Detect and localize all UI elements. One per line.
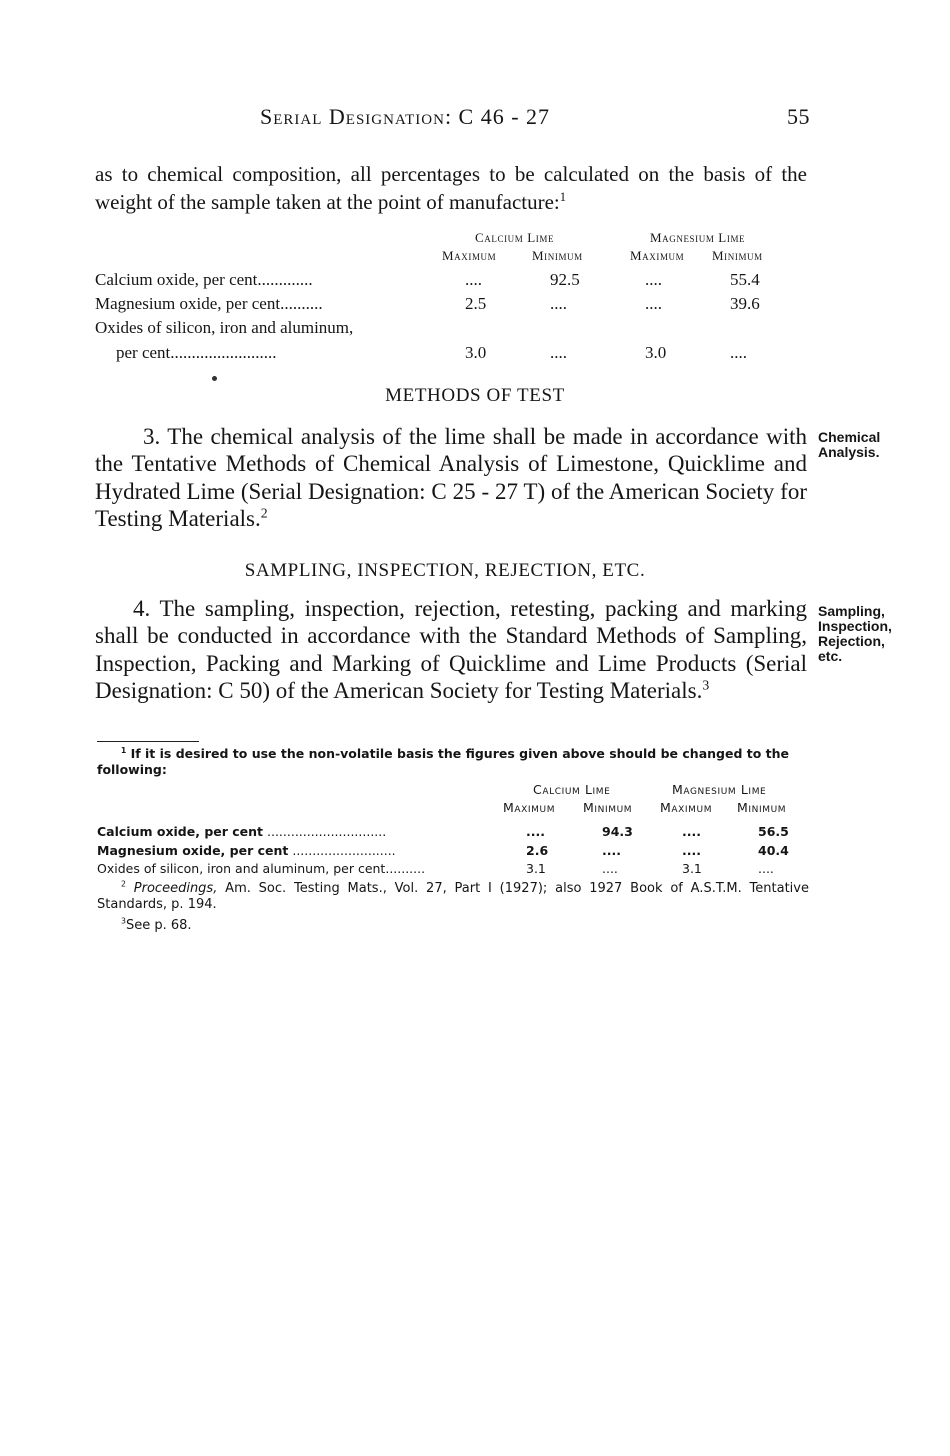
- fn-row-calcium-oxide-mg-max: ....: [682, 824, 701, 839]
- fn-subheader-mg-max: Maximum: [660, 800, 713, 815]
- fn-row-magnesium-oxide-ca-max: 2.6: [526, 843, 549, 858]
- fn-subheader-ca-max: Maximum: [503, 800, 556, 815]
- row-oxides-ca-max: 3.0: [465, 343, 487, 362]
- subheader-magnesium-maximum: Maximum: [630, 248, 685, 263]
- row-calcium-oxide-label: Calcium oxide, per cent.............: [95, 270, 313, 289]
- fn-row-magnesium-oxide-mg-min: 40.4: [758, 843, 789, 858]
- fn-row-oxides-ca-min: ....: [602, 861, 618, 876]
- footnote-ref-3: 3: [702, 677, 710, 693]
- serial-designation-title: Serial Designation: C 46 - 27: [260, 104, 551, 129]
- subheader-calcium-minimum: Minimum: [532, 248, 583, 263]
- row-magnesium-oxide-ca-max: 2.5: [465, 294, 487, 313]
- row-oxides-mg-max: 3.0: [645, 343, 667, 362]
- footnote-ref-2: 2: [260, 505, 268, 521]
- footnote-3: $^3$See p. 68.: [121, 916, 192, 933]
- fn-row-calcium-oxide-mg-min: 56.5: [758, 824, 789, 839]
- row-calcium-oxide-ca-max: ....: [465, 270, 482, 289]
- margin-note-sampling: Sampling, Inspection, Rejection, etc.: [818, 603, 892, 664]
- sampling-paragraph-number: 4.: [133, 596, 151, 621]
- fn-row-oxides-mg-min: ....: [758, 861, 774, 876]
- row-calcium-oxide-mg-min: 55.4: [730, 270, 760, 289]
- fn-row-calcium-oxide-ca-min: 94.3: [602, 824, 633, 839]
- fn-row-magnesium-oxide-mg-max: ....: [682, 843, 701, 858]
- methods-paragraph-number: 3.: [143, 424, 161, 449]
- header-calcium-lime: Calcium Lime: [475, 230, 555, 245]
- subheader-magnesium-minimum: Minimum: [712, 248, 763, 263]
- fn-row-magnesium-oxide-label: Magnesium oxide, per cent ..........................: [97, 843, 396, 858]
- intro-text: as to chemical composition, all percentages to be calculated on the basis of the weight of the sample taken at the point of manufacture:: [95, 162, 807, 214]
- row-calcium-oxide-ca-min: 92.5: [550, 270, 580, 289]
- row-oxides-label: Oxides of silicon, iron and aluminum,: [95, 318, 354, 337]
- fn-row-magnesium-oxide-ca-min: ....: [602, 843, 621, 858]
- row-oxides-ca-min: ....: [550, 343, 567, 362]
- row-oxides-label-cont: per cent.........................: [116, 343, 277, 362]
- row-magnesium-oxide-label: Magnesium oxide, per cent..........: [95, 294, 323, 313]
- fn-row-calcium-oxide-ca-max: ....: [526, 824, 545, 839]
- page-number: 55: [787, 104, 810, 129]
- methods-text: The chemical analysis of the lime shall be made in accordance with the Tentative Methods of Chemical Analysis of Limestone, Quicklime and Hydrated Lime (Serial Designation: C 25 - 27 T) of the American Society for Testing Materials.: [95, 424, 807, 531]
- footnote-1: $^1$ If it is desired to use the non-volatile basis the figures given above should be changed to the following:: [97, 745, 790, 777]
- sampling-section-title: SAMPLING, INSPECTION, REJECTION, ETC.: [244, 560, 646, 581]
- methods-section-title: METHODS OF TEST: [385, 385, 565, 406]
- fn-row-oxides-mg-max: 3.1: [682, 861, 702, 876]
- fn-subheader-mg-min: Minimum: [737, 800, 787, 815]
- fn-row-calcium-oxide-label: Calcium oxide, per cent ..............................: [97, 824, 387, 839]
- fn-row-oxides-ca-max: 3.1: [526, 861, 546, 876]
- fn-header-magnesium-lime: Magnesium Lime: [672, 782, 767, 797]
- fn-header-calcium-lime: Calcium Lime: [533, 782, 611, 797]
- row-oxides-mg-min: ....: [730, 343, 747, 362]
- sampling-text: The sampling, inspection, rejection, retesting, packing and marking shall be conducted in accordance with the Standard Methods of Sampling, Inspection, Packing and Marking of Quicklime and Lime Products (Serial Designation: C 50) of the American Society for Testing Materials.: [95, 596, 807, 703]
- row-magnesium-oxide-ca-min: ....: [550, 294, 567, 313]
- fn-row-oxides-label: Oxides of silicon, iron and aluminum, per cent..........: [97, 861, 426, 876]
- subheader-calcium-maximum: Maximum: [442, 248, 497, 263]
- margin-note-chemical-analysis: Chemical Analysis.: [818, 429, 881, 460]
- fn-subheader-ca-min: Minimum: [583, 800, 633, 815]
- header-magnesium-lime: Magnesium Lime: [650, 230, 746, 245]
- footnote-2: $^2$ Proceedings, Am. Soc. Testing Mats., Vol. 27, Part I (1927); also 1927 Book of A.S.T.M. Tentative Standards, p. 194.: [97, 879, 809, 912]
- footnote-ref-1: 1: [559, 190, 567, 204]
- row-magnesium-oxide-mg-min: 39.6: [730, 294, 760, 313]
- row-calcium-oxide-mg-max: ....: [645, 270, 662, 289]
- row-magnesium-oxide-mg-max: ....: [645, 294, 662, 313]
